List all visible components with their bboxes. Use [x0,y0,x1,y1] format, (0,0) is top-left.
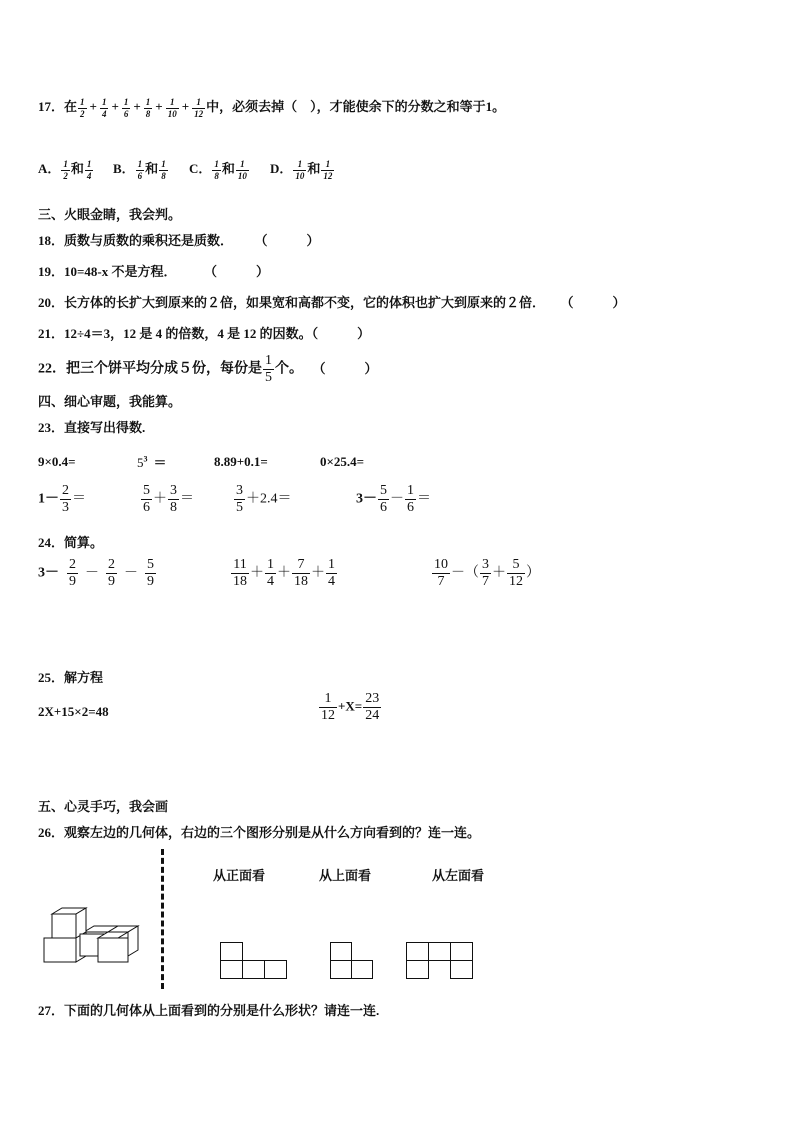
option-a[interactable]: A． $\frac{1}{2}$ 和 $\frac{1}{4}$ [38,158,92,181]
question-18: 18．质数与质数的乘积还是质数． （ ） [38,233,320,248]
q17-pre: 在 [64,99,78,114]
calc-item: $5^3$ ＝ [137,454,167,470]
simplify-item: $\frac{11}{18}$ ＋ $\frac{1}{4}$ ＋ $\frac{7}{18}$ ＋ $\frac{1}{4}$ [233,557,335,589]
calc-item: 1－ $\frac{2}{3}$ ＝ [38,483,86,515]
question-25-title: 25．解方程 [38,670,104,685]
equation-2: $\frac{1}{12}$ +X= $\frac{23}{24}$ [321,691,380,723]
calc-item: 3－ $\frac{5}{6}$ － $\frac{1}{6}$ ＝ [356,483,431,515]
calc-item: $\frac{3}{5}$ ＋2.4＝ [236,483,292,515]
calc-item: 0×25.4= [320,454,365,469]
q17-number: 17． [38,99,65,114]
question-23-title: 23．直接写出得数. [38,420,146,435]
calc-item: 9×0.4= [38,454,76,469]
fraction: $\frac{1}{12}$ [194,96,204,119]
fraction: $\frac{1}{2}$ [80,96,85,119]
question-24-title: 24．简算。 [38,535,104,550]
section-3-heading: 三、火眼金睛，我会判。 [38,207,182,222]
fraction: $\frac{1}{10}$ [167,96,177,119]
view-label-left: 从左面看 [432,868,485,883]
question-22: 22．把三个饼平均分成５份，每份是 $\frac{1}{5}$ 个。 （ ） [38,353,378,385]
calc-item: 8.89+0.1= [214,454,268,469]
answer-blank[interactable]: （ ） [210,264,270,279]
simplify-item: 3－ $\frac{2}{9}$ － $\frac{2}{9}$ － $\frac{5}{9}$ [38,557,154,589]
answer-blank[interactable]: （ ） [567,295,626,310]
section-5-heading: 五、心灵手巧，我会画 [38,799,169,814]
question-27: 27．下面的几何体从上面看到的分别是什么形状？请连一连. [38,1003,380,1018]
question-17: 17．在 $\frac{1}{2}$ + $\frac{1}{4}$ + $\frac{1}{6}$ + $\frac{1}{8}$ + $\frac{1}{10}$ + $\frac{1}{12}$ 中，必须去掉（ ），才能使余下的分数之和等于1。 [38,96,506,119]
option-d[interactable]: D． $\frac{1}{10}$ 和 $\frac{1}{12}$ [270,158,333,181]
q17-post: 中，必须去掉（ ），才能使余下的分数之和等于1。 [206,99,506,114]
option-b[interactable]: B． $\frac{1}{6}$ 和 $\frac{1}{8}$ [113,158,166,181]
dashed-divider [161,849,164,989]
question-21: 21．12÷4＝3，12 是 4 的倍数，4 是 12 的因数。（ ） [38,326,371,341]
question-20: 20．长方体的长扩大到原来的２倍，如果宽和高都不变，它的体积也扩大到原来的２倍． （ ） [38,295,626,310]
equation-1: 2X+15×2=48 [38,704,109,719]
simplify-item: $\frac{10}{7}$ －（ $\frac{3}{7}$ ＋ $\frac{5}{12}$ ） [434,557,540,589]
answer-blank[interactable]: （ ） [261,233,320,248]
answer-blank[interactable]: （ ） [319,360,378,376]
answer-blank[interactable]: （ ） [311,326,371,341]
question-26: 26．观察左边的几何体，右边的三个图形分别是从什么方向看到的？连一连。 [38,825,481,840]
question-19: 19．10=48-x 不是方程． （ ） [38,264,270,279]
view-label-top: 从上面看 [319,868,372,883]
section-4-heading: 四、细心审题，我能算。 [38,394,182,409]
fraction: $\frac{1}{6}$ [123,96,129,119]
geometry-solid-figure [40,904,142,968]
calc-item: $\frac{5}{6}$ ＋ $\frac{3}{8}$ ＝ [143,483,194,515]
view-label-front: 从正面看 [213,868,266,883]
fraction: $\frac{1}{8}$ [145,96,151,119]
fraction: $\frac{1}{4}$ [101,96,107,119]
option-c[interactable]: C． $\frac{1}{8}$ 和 $\frac{1}{10}$ [189,158,247,181]
